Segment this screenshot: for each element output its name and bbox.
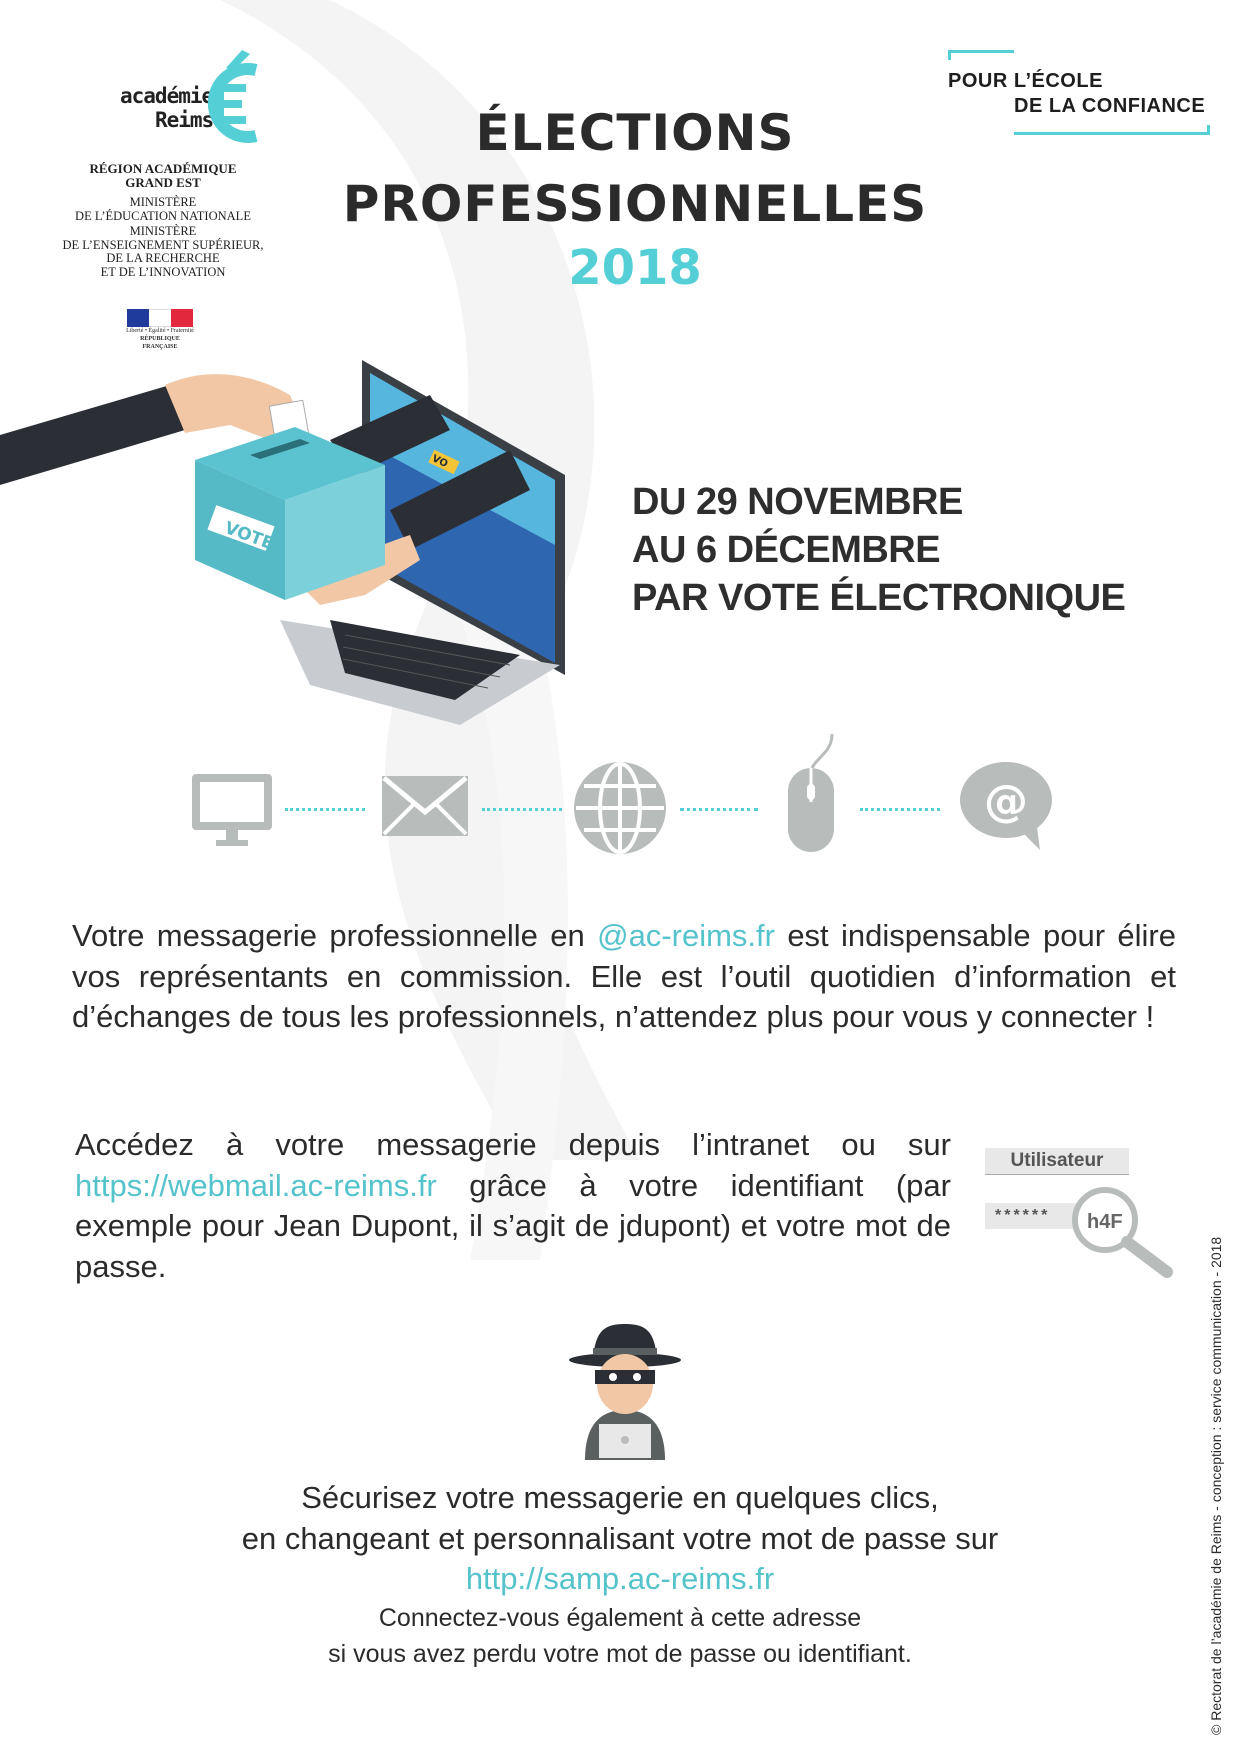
dates-line1: DU 29 NOVEMBRE <box>632 481 963 523</box>
webmail-access-paragraph: Accédez à votre messagerie depuis l’intranet ou sur https://webmail.ac-reims.fr grâce à votre identifiant (par exemple pour Jean Dupont, il s’agit de jdupont) et votre mot de passe. <box>75 1127 951 1284</box>
ministry-education: MINISTÈRE DE L’ÉDUCATION NATIONALE <box>75 195 251 223</box>
french-flag-icon <box>127 309 193 327</box>
username-field-graphic: Utilisateur <box>985 1148 1129 1175</box>
envelope-icon <box>380 760 470 850</box>
secure-paragraph: Sécurisez votre messagerie en quelques clics, en changeant et personnalisant votre mot de passe sur http://samp.ac-reims.fr <box>120 1478 1120 1600</box>
institution-block <box>40 162 286 279</box>
online-vote-illustration <box>0 355 600 735</box>
academie-e-logo <box>198 48 272 144</box>
ac-reims-domain-link[interactable]: @ac-reims.fr <box>597 918 775 953</box>
page-title: ÉLECTIONS PROFESSIONNELLES <box>342 104 928 233</box>
samp-link[interactable]: http://samp.ac-reims.fr <box>465 1561 775 1596</box>
hacker-icon <box>565 1320 685 1460</box>
tagline-line2: DE LA CONFIANCE <box>1014 95 1206 117</box>
recovery-paragraph: Connectez-vous également à cette adresse si vous avez perdu votre mot de passe ou identifiant. <box>328 1604 912 1668</box>
mouse-icon <box>778 732 848 860</box>
communication-icons-row <box>190 760 1070 860</box>
title-year: 2018 <box>568 240 702 296</box>
webmail-link[interactable]: https://webmail.ac-reims.fr <box>75 1167 437 1203</box>
messaging-paragraph: Votre messagerie professionnelle en @ac-reims.fr est indispensable pour élire vos représentants en commission. Elle est l’outil quotidien d’information et d’échanges de tous les professionnels, n’attendez plus pour vous y connecter ! <box>72 918 1176 1034</box>
election-dates <box>632 478 1125 622</box>
credit-line: © Rectorat de l’académie de Reims - conception : service communication - 2018 <box>1208 1236 1224 1735</box>
login-illustration <box>985 1148 1175 1278</box>
monitor-icon <box>190 760 274 850</box>
magnifier-icon <box>1069 1186 1175 1278</box>
screen-vote-label: VO <box>430 453 450 471</box>
svg-text:@: @ <box>984 776 1028 827</box>
tagline-ecole-confiance <box>948 50 1213 138</box>
republique-francaise-logo: Liberté • Égalité • Fraternité RÉPUBLIQUE FRANÇAISE <box>125 309 195 351</box>
region-label: RÉGION ACADÉMIQUE GRAND EST <box>89 161 237 190</box>
password-reveal: h4F <box>1087 1211 1123 1233</box>
academie-reims-wordmark: académie Reims <box>120 84 214 132</box>
dates-line2: AU 6 DÉCEMBRE <box>632 529 941 571</box>
at-bubble-icon <box>958 760 1058 852</box>
globe-icon <box>572 760 668 856</box>
tagline-line1: POUR L’ÉCOLE <box>948 70 1103 92</box>
password-field-graphic: ****** <box>985 1203 1095 1229</box>
ministry-higher-education: MINISTÈRE DE L’ENSEIGNEMENT SUPÉRIEUR, DE LA RECHERCHE ET DE L’INNOVATION <box>62 224 264 279</box>
dates-line3: PAR VOTE ÉLECTRONIQUE <box>632 577 1126 619</box>
ballot-vote-label: VOTE <box>221 518 277 555</box>
